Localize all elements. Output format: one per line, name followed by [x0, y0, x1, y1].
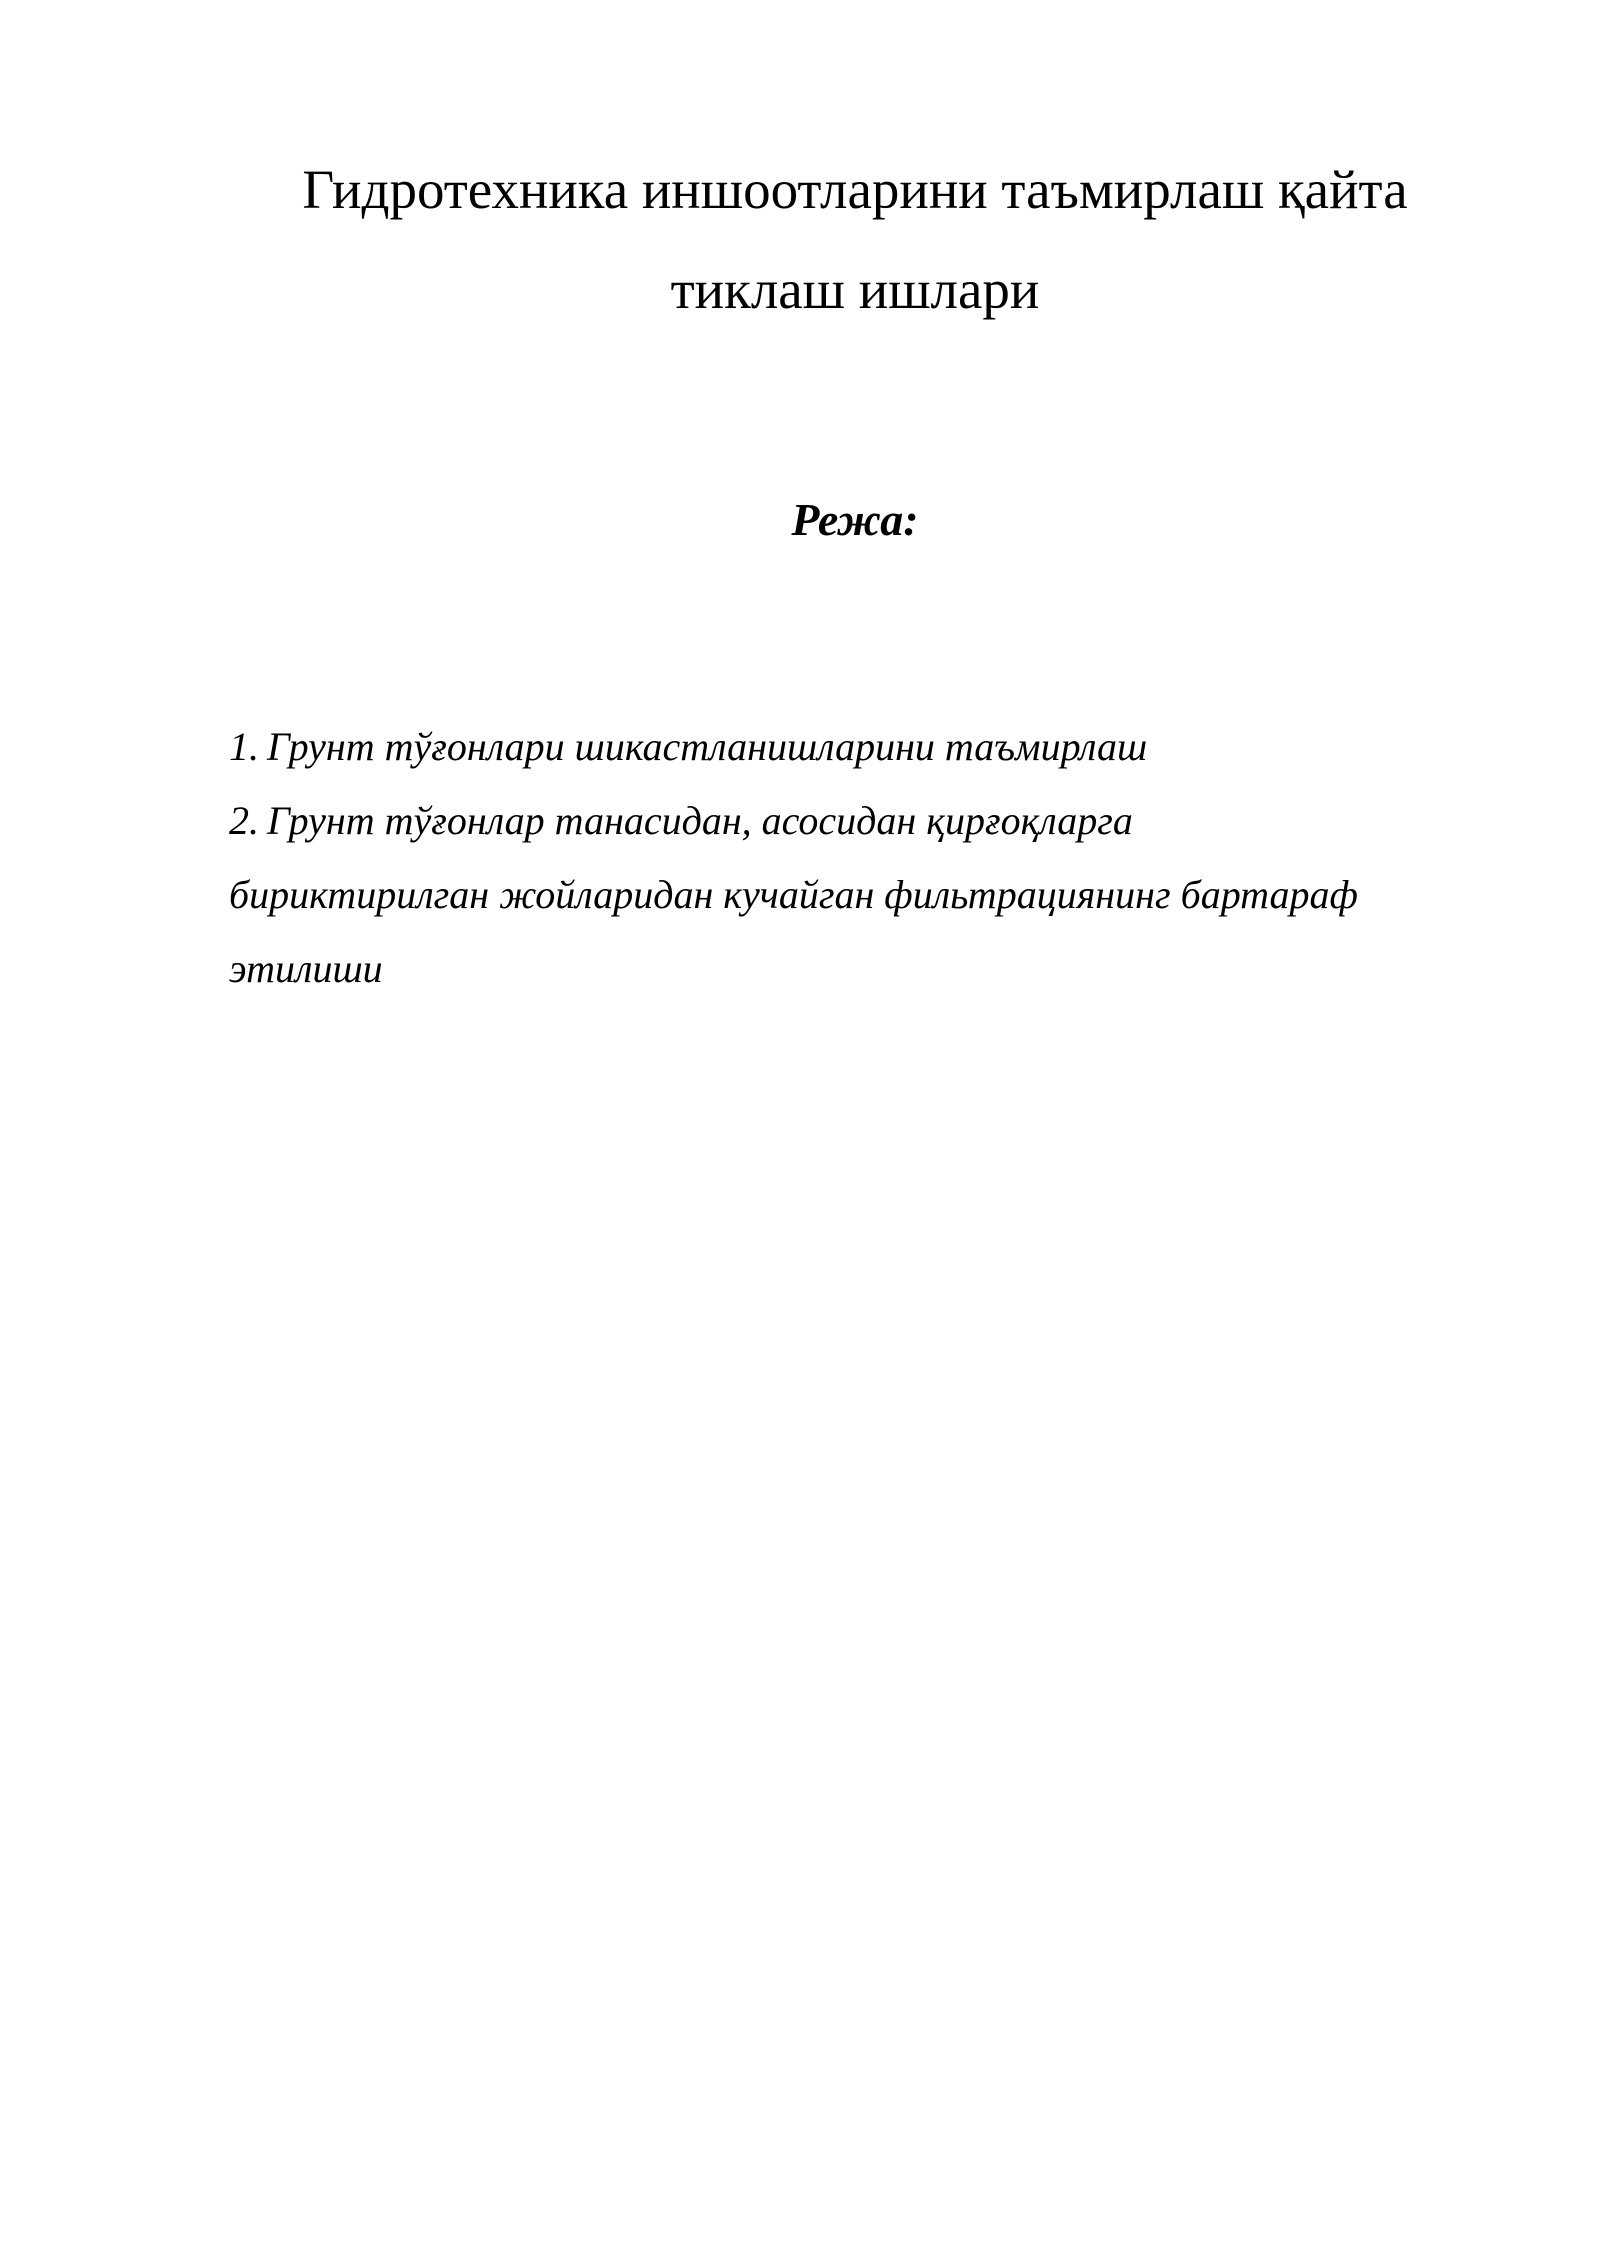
list-item-text-line-1: Грунт тўғонлар танасидан, асосидан қирғоқларга [267, 798, 1133, 843]
list-item-number: 1. [229, 724, 259, 769]
list-item-text-line-2: бириктирилган жойларидан кучайган фильтрациянинг бартараф [229, 872, 1358, 917]
list-item-number: 2. [229, 798, 259, 843]
list-item [229, 784, 1489, 1006]
list-item [229, 710, 1489, 784]
title-line-1: Гидротехника иншоотларини таъмирлаш қайта [302, 159, 1408, 220]
plan-list [229, 710, 1489, 1006]
title-line-2: тиклаш ишлари [670, 259, 1040, 320]
document-title [230, 140, 1480, 340]
list-item-text: Грунт тўғонлари шикастланишларини таъмирлаш [267, 724, 1148, 769]
plan-heading: Режа: [791, 494, 919, 545]
list-item-text-line-3: этилиши [229, 946, 383, 991]
